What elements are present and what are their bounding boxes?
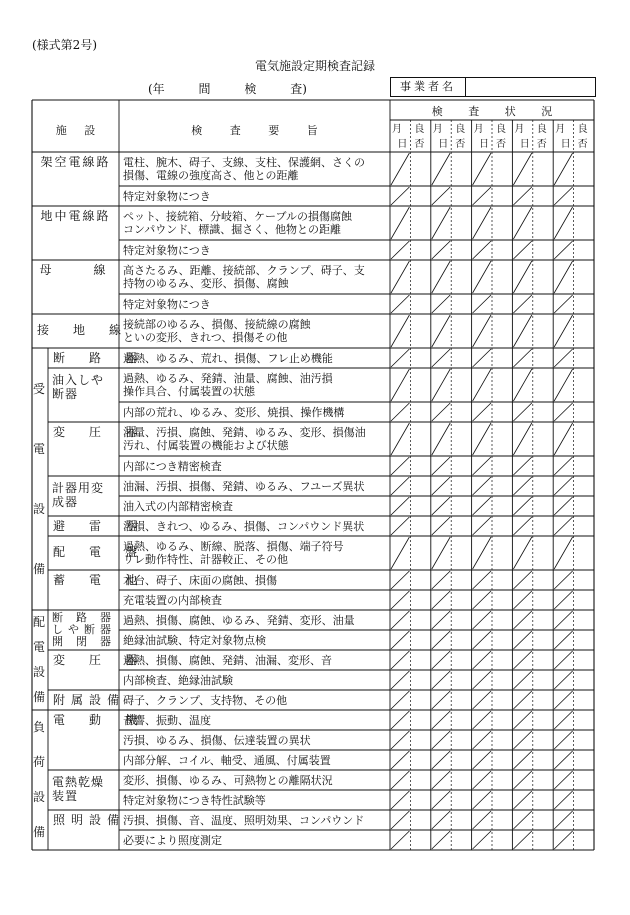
date-slash [432, 261, 450, 293]
date-slash [432, 651, 450, 669]
facility-name: 避 雷 器 [53, 519, 144, 533]
date-slash [432, 369, 450, 401]
facility-name: 計器用変成器 [52, 481, 105, 509]
date-slash [554, 187, 572, 205]
date-slash [391, 631, 409, 649]
date-slash [513, 831, 531, 849]
date-slash [432, 771, 450, 789]
date-slash [432, 691, 450, 709]
date-slash [554, 691, 572, 709]
date-slash [473, 571, 491, 589]
date-slash [473, 153, 491, 185]
date-slash [391, 457, 409, 475]
header-bad: 否 [414, 139, 425, 150]
date-slash [513, 517, 531, 535]
date-slash [391, 369, 409, 401]
date-slash [473, 671, 491, 689]
date-slash [473, 731, 491, 749]
date-slash [391, 731, 409, 749]
date-slash [513, 537, 531, 569]
document-title: 電気施設定期検査記録 [254, 59, 375, 73]
header-bad: 否 [536, 139, 547, 150]
date-slash [554, 369, 572, 401]
date-slash [391, 671, 409, 689]
date-slash [513, 477, 531, 495]
date-slash [473, 611, 491, 629]
facility-name: 電熱乾燥装置 [52, 775, 105, 803]
inspection-point: 碍子、クランプ、支持物、その他 [123, 693, 288, 707]
inspection-point: 汚損、きれつ、ゆるみ、損傷、コンパウンド異状 [123, 519, 365, 533]
date-slash [432, 497, 450, 515]
date-slash [432, 751, 450, 769]
date-slash [554, 497, 572, 515]
facility-name: 地中電線路 [40, 209, 111, 223]
date-slash [391, 403, 409, 421]
date-slash [391, 349, 409, 367]
header-month: 月 [392, 124, 402, 135]
date-slash [513, 497, 531, 515]
date-slash [473, 241, 491, 259]
date-slash [391, 711, 409, 729]
date-slash [432, 315, 450, 347]
date-slash [391, 651, 409, 669]
date-slash [554, 751, 572, 769]
inspection-point: 過熱、損傷、腐蝕、発錆、油漏、変形、音 [123, 653, 332, 667]
date-slash [554, 153, 572, 185]
date-slash [473, 831, 491, 849]
date-slash [554, 611, 572, 629]
date-slash [432, 571, 450, 589]
date-slash [432, 811, 450, 829]
date-slash [432, 711, 450, 729]
date-slash [554, 423, 572, 455]
header-day: 日 [397, 139, 408, 150]
inspection-type-part: (年 [148, 82, 165, 96]
header-inspection-status: 検 査 状 況 [431, 105, 553, 118]
date-slash [391, 791, 409, 809]
date-slash [473, 811, 491, 829]
inspection-point: 過熱、ゆるみ、発錆、油量、腐蝕、油汚損 [123, 372, 333, 385]
date-slash [473, 315, 491, 347]
facility-name: 電 動 機 [53, 713, 144, 727]
date-slash [432, 537, 450, 569]
operator-name-label: 事業者名 [391, 78, 466, 96]
inspection-point: 高さたるみ、距離、接続部、クランプ、碍子、支 [123, 264, 365, 277]
form-number: (様式第2号) [32, 38, 97, 52]
inspection-point: 損傷、電線の強度高さ、他との距離 [123, 169, 299, 182]
date-slash [432, 591, 450, 609]
inspection-point: 音響、振動、温度 [123, 713, 211, 727]
header-month: 月 [514, 124, 525, 135]
date-slash [473, 187, 491, 205]
facility-name: 配 電 盤 [53, 545, 144, 559]
date-slash [513, 153, 531, 185]
date-slash [473, 497, 491, 515]
inspection-point: 特定対象物につき [123, 297, 211, 311]
inspection-point: 内部検査、絶縁油試験 [123, 673, 233, 687]
group-label-distribution: 配電設備 [32, 615, 45, 704]
date-slash [473, 691, 491, 709]
header-bad: 否 [496, 139, 506, 150]
date-slash [473, 791, 491, 809]
date-slash [513, 631, 531, 649]
header-bad: 否 [455, 139, 466, 150]
header-day: 日 [438, 139, 449, 150]
date-slash [473, 591, 491, 609]
date-slash [554, 517, 572, 535]
group-label-load: 負荷設備 [32, 720, 45, 839]
date-slash [391, 517, 409, 535]
date-slash [391, 611, 409, 629]
inspection-point: 過熱、損傷、腐蝕、ゆるみ、発錆、変形、油量 [123, 613, 355, 627]
inspection-point: ペット、接続箱、分岐箱、ケーブルの損傷腐蝕 [123, 210, 353, 223]
inspection-point: 特定対象物につき [123, 189, 211, 203]
date-slash [432, 611, 450, 629]
date-slash [513, 751, 531, 769]
date-slash [513, 369, 531, 401]
date-slash [513, 241, 531, 259]
date-slash [391, 497, 409, 515]
date-slash [513, 295, 531, 313]
header-good: 良 [496, 124, 506, 135]
date-slash [432, 349, 450, 367]
inspection-point: 特定対象物につき特性試験等 [123, 793, 266, 807]
facility-name: しや断器 [52, 623, 113, 636]
inspection-point: 電柱、腕木、碍子、支線、支柱、保護網、さくの [123, 156, 365, 169]
date-slash [473, 477, 491, 495]
facility-name: 蓄 電 池 [53, 573, 144, 587]
date-slash [473, 349, 491, 367]
date-slash [391, 423, 409, 455]
date-slash [391, 811, 409, 829]
facility-name: 附属設備 [53, 693, 126, 707]
date-slash [432, 791, 450, 809]
inspection-point: 油量、汚損、腐蝕、発錆、ゆるみ、変形、損傷油 [123, 426, 366, 439]
inspection-type-part: 検 [244, 82, 257, 96]
inspection-point: 過熱、ゆるみ、荒れ、損傷、フレ止め機能 [123, 351, 333, 365]
date-slash [432, 731, 450, 749]
date-slash [554, 477, 572, 495]
date-slash [473, 537, 491, 569]
date-slash [554, 791, 572, 809]
date-slash [391, 153, 409, 185]
inspection-point: 内部の荒れ、ゆるみ、変形、焼損、操作機構 [123, 405, 345, 419]
date-slash [473, 207, 491, 239]
date-slash [513, 671, 531, 689]
date-slash [432, 671, 450, 689]
inspection-point: といの変形、きれつ、損傷その他 [123, 331, 288, 344]
date-slash [513, 771, 531, 789]
inspection-point: リレ動作特性、計器較正、その他 [123, 553, 288, 566]
inspection-type-part: 間 [198, 82, 211, 96]
date-slash [391, 187, 409, 205]
date-slash [554, 207, 572, 239]
header-good: 良 [455, 124, 466, 135]
date-slash [513, 207, 531, 239]
facility-name: 断路器 [52, 611, 113, 624]
date-slash [432, 403, 450, 421]
date-slash [513, 187, 531, 205]
header-day: 日 [519, 139, 530, 150]
date-slash [391, 591, 409, 609]
date-slash [513, 711, 531, 729]
inspection-point: 過熱、ゆるみ、断線、脱落、損傷、端子符号 [123, 540, 344, 553]
date-slash [513, 651, 531, 669]
date-slash [554, 771, 572, 789]
date-slash [391, 315, 409, 347]
date-slash [554, 241, 572, 259]
header-good: 良 [414, 124, 425, 135]
date-slash [513, 349, 531, 367]
date-slash [513, 611, 531, 629]
facility-name: 接 地 線 [37, 323, 128, 337]
date-slash [391, 751, 409, 769]
header-month: 月 [432, 124, 443, 135]
date-slash [554, 403, 572, 421]
inspection-point: 油入式の内部精密検査 [123, 499, 233, 513]
date-slash [554, 537, 572, 569]
date-slash [554, 731, 572, 749]
inspection-point: 変形、損傷、ゆるみ、可熱物との離隔状況 [123, 773, 333, 787]
inspection-point: 充電装置の内部検査 [123, 593, 222, 607]
facility-name: 油入しや断器 [52, 373, 105, 401]
date-slash [473, 631, 491, 649]
date-slash [554, 831, 572, 849]
date-slash [554, 711, 572, 729]
date-slash [513, 423, 531, 455]
date-slash [513, 811, 531, 829]
date-slash [391, 477, 409, 495]
date-slash [391, 571, 409, 589]
date-slash [473, 295, 491, 313]
facility-name: 断 路 器 [53, 351, 144, 365]
date-slash [513, 691, 531, 709]
date-slash [391, 261, 409, 293]
header-good: 良 [577, 124, 588, 135]
date-slash [554, 315, 572, 347]
date-slash [473, 751, 491, 769]
date-slash [473, 651, 491, 669]
date-slash [432, 295, 450, 313]
header-month: 月 [555, 124, 566, 135]
date-slash [513, 571, 531, 589]
date-slash [513, 591, 531, 609]
date-slash [473, 369, 491, 401]
date-slash [473, 457, 491, 475]
date-slash [432, 241, 450, 259]
facility-name: 変 圧 器 [53, 653, 144, 667]
inspection-point: 操作具合、付属装置の状態 [123, 385, 255, 398]
date-slash [432, 631, 450, 649]
group-label-receiving: 受電設備 [32, 382, 45, 576]
inspection-point: 内部につき精密検査 [123, 459, 222, 473]
facility-name: 架空電線路 [40, 155, 111, 169]
date-slash [554, 651, 572, 669]
date-slash [513, 791, 531, 809]
date-slash [432, 457, 450, 475]
date-slash [554, 295, 572, 313]
header-bad: 否 [577, 139, 588, 150]
date-slash [473, 423, 491, 455]
date-slash [554, 571, 572, 589]
facility-name: 開閉器 [52, 635, 113, 648]
date-slash [513, 315, 531, 347]
date-slash [513, 731, 531, 749]
date-slash [473, 771, 491, 789]
date-slash [513, 403, 531, 421]
date-slash [473, 711, 491, 729]
inspection-point: 汚損、損傷、音、温度、照明効果、コンパウンド [123, 813, 365, 827]
date-slash [391, 831, 409, 849]
inspection-point: 油漏、汚損、損傷、発錆、ゆるみ、フユーズ異状 [123, 479, 365, 493]
date-slash [391, 241, 409, 259]
date-slash [554, 261, 572, 293]
date-slash [391, 691, 409, 709]
date-slash [391, 537, 409, 569]
inspection-type-part: 査) [290, 82, 307, 96]
inspection-point: 汚れ、付属装置の機能および状態 [123, 439, 289, 452]
inspection-point: 接続部のゆるみ、損傷、接続線の腐蝕 [123, 318, 311, 331]
date-slash [432, 517, 450, 535]
inspection-point: 持物のゆるみ、変形、損傷、腐蝕 [123, 277, 289, 290]
inspection-point: 必要により照度測定 [123, 833, 222, 847]
inspection-point: 絶縁油試験、特定対象物点検 [123, 633, 266, 647]
inspection-point: 汚損、ゆるみ、損傷、伝達装置の異状 [123, 733, 311, 747]
header-day: 日 [560, 139, 571, 150]
facility-name: 母 線 [39, 263, 112, 277]
facility-name: 変 圧 器 [53, 425, 144, 439]
date-slash [513, 261, 531, 293]
date-slash [391, 207, 409, 239]
header-good: 良 [536, 124, 547, 135]
header-month: 月 [473, 124, 484, 135]
inspection-point: コンパウンド、標識、掘さく、他物との距離 [123, 223, 342, 236]
date-slash [473, 403, 491, 421]
header-inspection-points: 検 査 要 旨 [191, 124, 318, 137]
date-slash [554, 811, 572, 829]
date-slash [432, 423, 450, 455]
date-slash [432, 207, 450, 239]
facility-name: 照明設備 [53, 813, 126, 827]
header-day: 日 [479, 139, 489, 150]
date-slash [391, 295, 409, 313]
date-slash [554, 349, 572, 367]
date-slash [432, 477, 450, 495]
date-slash [554, 631, 572, 649]
date-slash [432, 831, 450, 849]
header-facility: 施 設 [55, 124, 96, 137]
date-slash [554, 671, 572, 689]
date-slash [391, 771, 409, 789]
date-slash [513, 457, 531, 475]
inspection-point: 木台、碍子、床面の腐蝕、損傷 [123, 573, 277, 587]
date-slash [432, 187, 450, 205]
date-slash [432, 153, 450, 185]
date-slash [554, 591, 572, 609]
date-slash [473, 517, 491, 535]
inspection-point: 内部分解、コイル、軸受、通風、付属装置 [123, 753, 331, 767]
date-slash [554, 457, 572, 475]
date-slash [473, 261, 491, 293]
inspection-point: 特定対象物につき [123, 243, 211, 257]
